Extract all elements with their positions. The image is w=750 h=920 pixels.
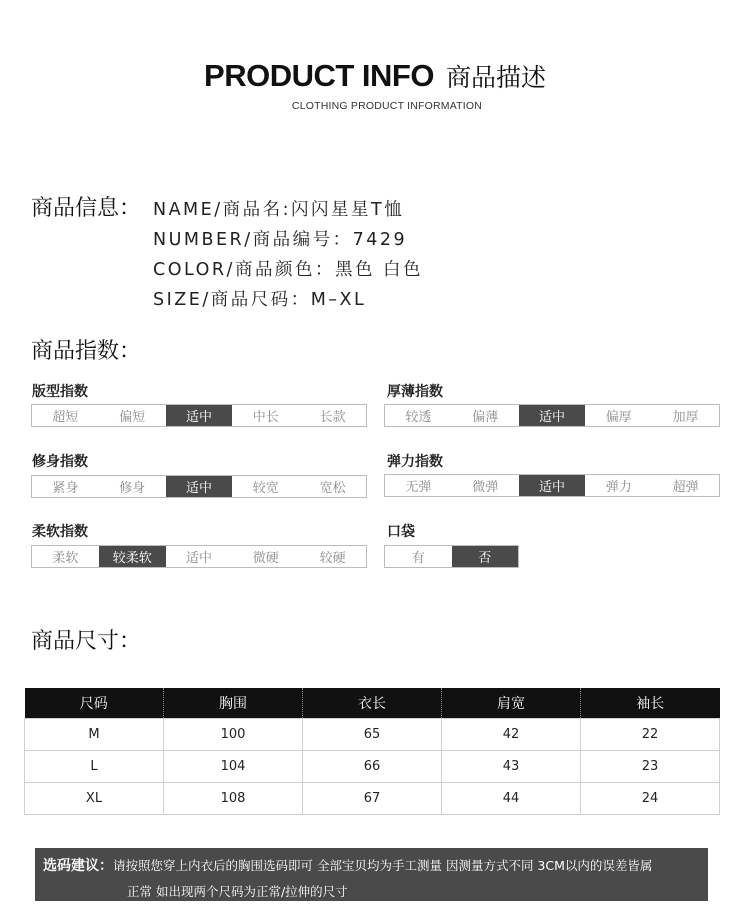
size-header-cell: 尺码 [25,688,164,719]
size-section-title: 商品尺寸： [31,629,142,654]
table-row [25,719,720,751]
info-section-title: 商品信息： [31,196,142,221]
info-color-line: COLOR/商品颜色：黑色 白色 [153,260,424,280]
info-name-line: NAME/商品名:闪闪星星T恤 [153,200,405,220]
index-option: 适中 [185,551,212,566]
table-cell: 43 [442,751,581,783]
index-label-elasticity: 弹力指数 [387,454,443,470]
index-label-thickness: 厚薄指数 [387,384,443,400]
advice-text-line2: 正常 如出现两个尺码为正常/拉伸的尺寸 [127,884,348,899]
index-option: 偏厚 [605,410,632,425]
index-option: 加厚 [672,410,699,425]
index-option: 较透 [405,410,432,425]
table-cell: 42 [442,719,581,751]
index-option: 适中 [166,476,233,497]
header-title-en: PRODUCT INFO [204,58,434,93]
table-cell: 67 [303,783,442,815]
size-header-cell: 胸围 [164,688,303,719]
index-option: 偏短 [119,410,146,425]
advice-title: 选码建议： [43,858,113,874]
index-option: 长款 [319,410,346,425]
index-bar-pocket [384,545,519,568]
table-cell: 66 [303,751,442,783]
index-bar-elasticity [384,474,720,497]
size-table [24,688,720,815]
index-option: 否 [452,546,519,567]
index-option: 较宽 [252,481,279,496]
index-option: 紧身 [52,481,79,496]
table-cell: 100 [164,719,303,751]
index-option: 较硬 [319,551,346,566]
size-advice-box [35,848,708,901]
index-bar-fit [31,404,367,427]
table-cell: 108 [164,783,303,815]
table-cell: 23 [581,751,720,783]
size-header-cell: 衣长 [303,688,442,719]
index-option: 弹力 [605,480,632,495]
table-cell: 104 [164,751,303,783]
index-option: 偏薄 [472,410,499,425]
table-cell: 24 [581,783,720,815]
size-table-header-row [25,688,720,719]
index-option: 宽松 [319,481,346,496]
table-cell: M [25,719,164,751]
table-cell: 65 [303,719,442,751]
table-cell: 22 [581,719,720,751]
info-number-line: NUMBER/商品编号：7429 [153,230,408,250]
table-row [25,783,720,815]
index-option: 适中 [519,405,586,426]
size-header-cell: 袖长 [581,688,720,719]
size-header-cell: 肩宽 [442,688,581,719]
header-subtitle: CLOTHING PRODUCT INFORMATION [291,100,483,112]
index-label-softness: 柔软指数 [32,524,88,540]
index-label-pocket: 口袋 [387,524,415,540]
index-option: 适中 [519,475,586,496]
info-size-line: SIZE/商品尺码：M–XL [153,290,367,310]
index-section-title: 商品指数： [31,339,142,364]
index-option: 较柔软 [99,546,166,567]
index-label-slim: 修身指数 [32,454,88,470]
index-bar-thickness [384,404,720,427]
index-option: 超短 [52,410,79,425]
index-option: 有 [411,551,425,566]
table-row [25,751,720,783]
index-option: 柔软 [52,551,79,566]
table-cell: XL [25,783,164,815]
index-option: 中长 [252,410,279,425]
index-option: 微弹 [472,480,499,495]
index-option: 微硬 [252,551,279,566]
table-cell: L [25,751,164,783]
index-option: 无弹 [405,480,432,495]
index-option: 适中 [166,405,233,426]
table-cell: 44 [442,783,581,815]
index-label-fit: 版型指数 [32,384,88,400]
index-option: 超弹 [672,480,699,495]
index-bar-softness [31,545,367,568]
index-option: 修身 [119,481,146,496]
index-bar-slim [31,475,367,498]
page-header [0,58,750,94]
advice-text-line1: 请按照您穿上内衣后的胸围选码即可 全部宝贝均为手工测量 因测量方式不同 3CM以内的误差皆属 [113,858,653,873]
header-title-zh: 商品描述 [445,63,546,92]
